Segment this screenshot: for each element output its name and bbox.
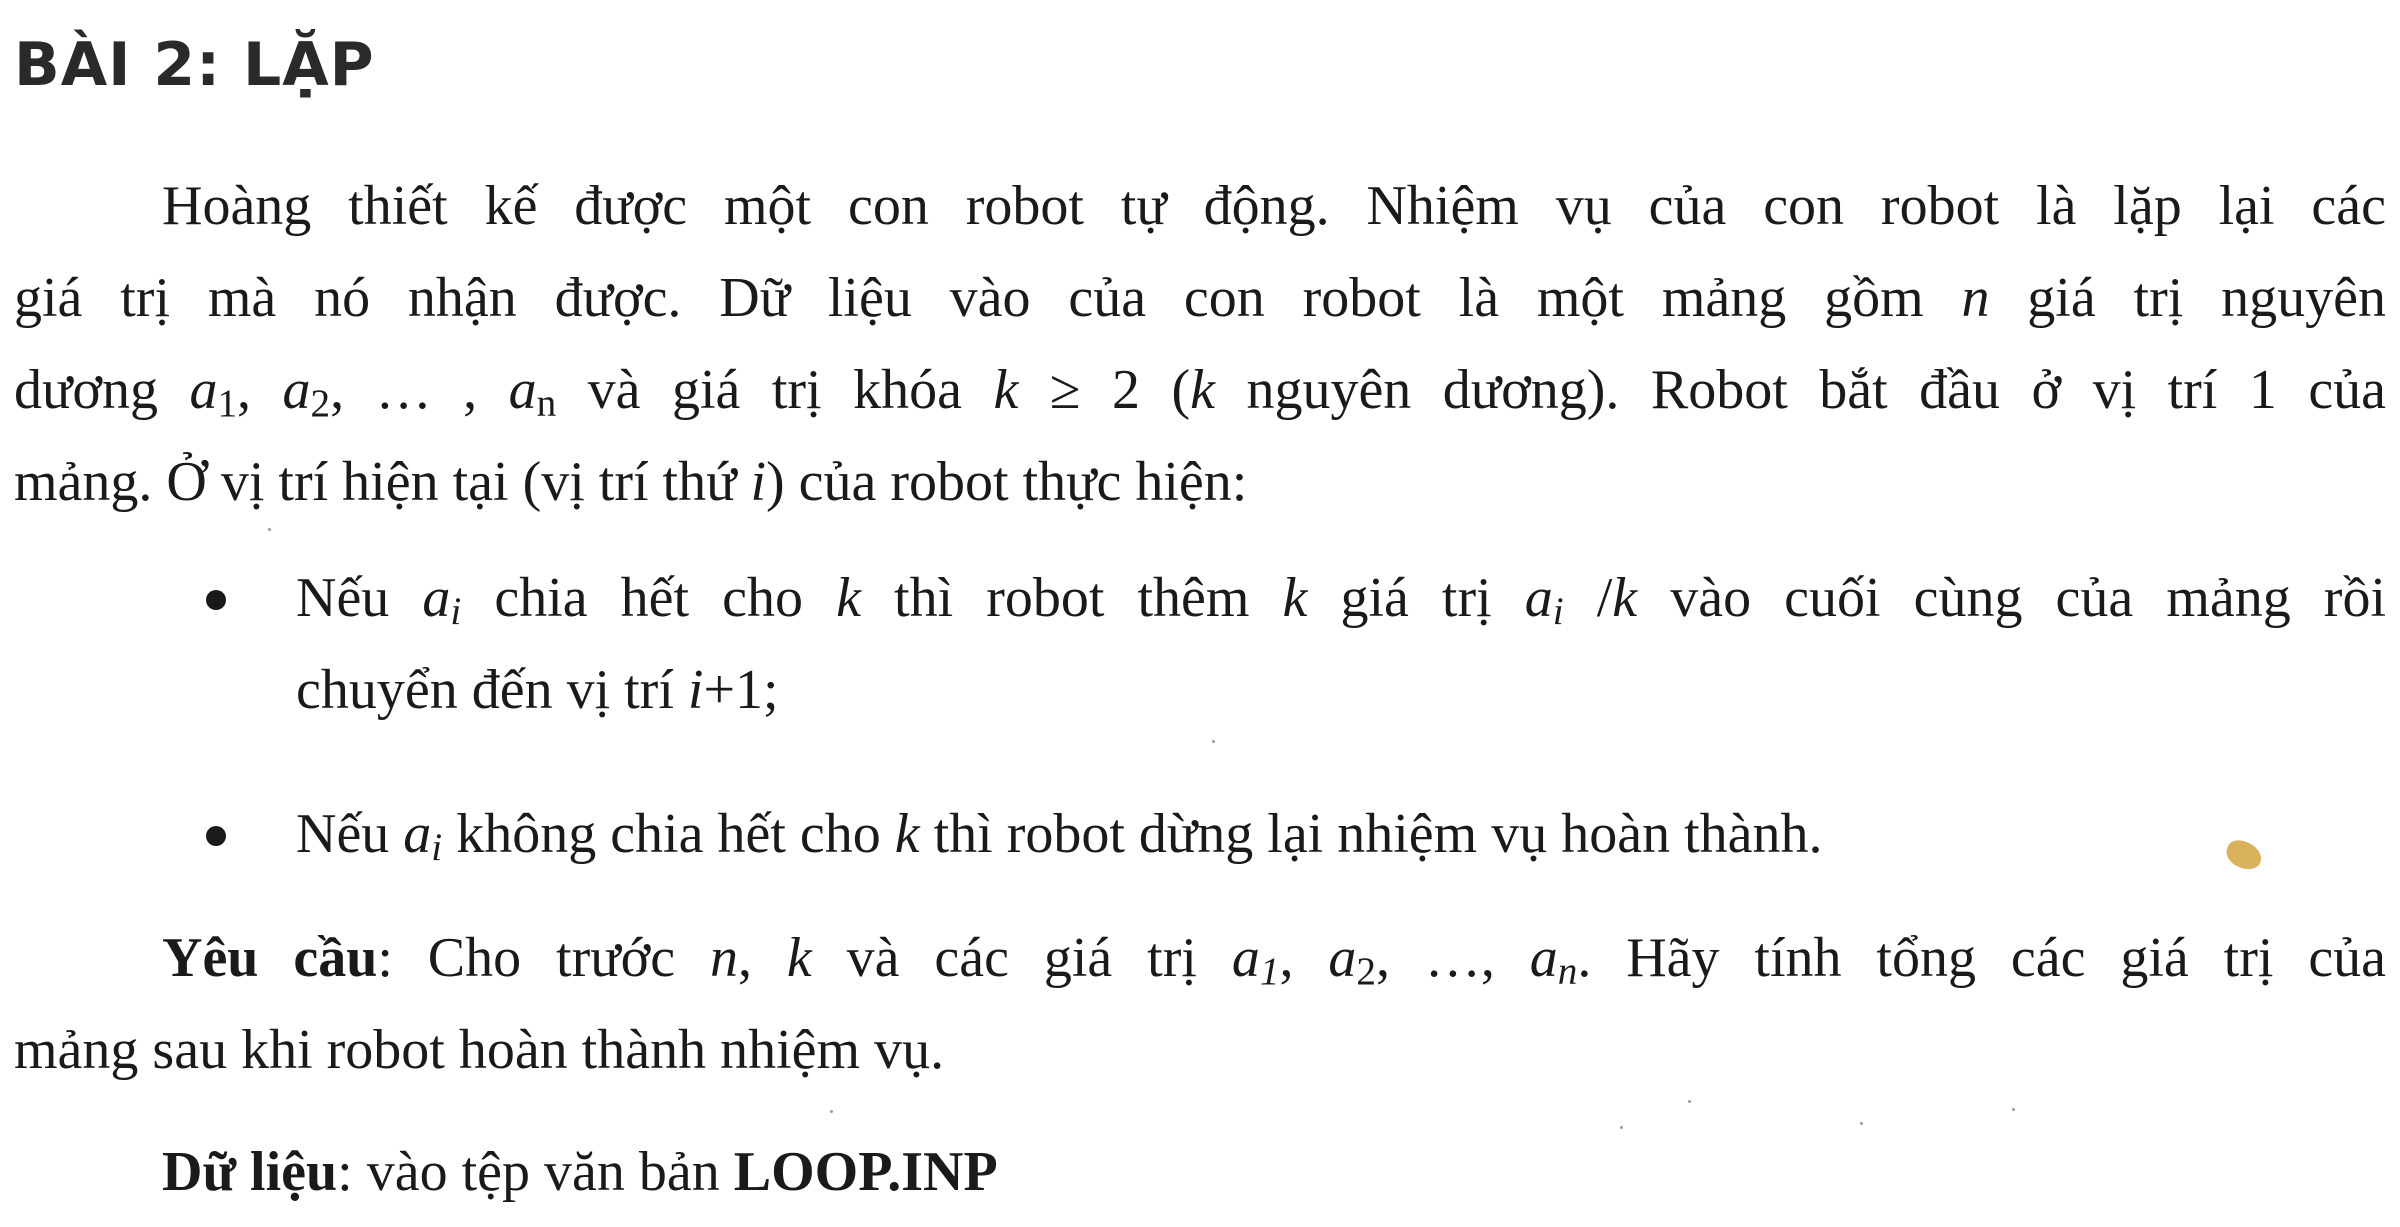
dust-speck	[268, 528, 271, 531]
input-filename: LOOP.INP	[733, 1141, 998, 1203]
requirement-line-1: Yêu cầu: Cho trước n, k và các giá trị $a_1$, $a_2$, …, $a_n$. Hãy tính tổng các giá trị của	[162, 927, 2387, 993]
rule-1-line-2: chuyển đến vị trí i+1;	[296, 659, 779, 721]
bullet-dot-icon	[206, 826, 226, 846]
rule-2-line-1: Nếu $a_i$ không chia hết cho k thì robot dừng lại nhiệm vụ hoàn thành.	[296, 803, 1823, 869]
intro-line-3: dương $a_1$, $a_2$, … , $a_n$ và giá trị khóa k ≥ 2 (k nguyên dương). Robot bắt đầu ở vị trí 1 của	[14, 359, 2387, 425]
dust-speck	[1688, 1100, 1691, 1103]
data-input-label: Dữ liệu	[162, 1141, 338, 1203]
problem-title: BÀI 2: LẶP	[14, 30, 375, 100]
dust-speck	[1212, 740, 1215, 743]
bullet-dot-icon	[206, 590, 226, 610]
intro-line-2: giá trị mà nó nhận được. Dữ liệu vào của con robot là một mảng gồm n giá trị nguyên	[14, 267, 2386, 329]
requirement-line-2: mảng sau khi robot hoàn thành nhiệm vụ.	[14, 1019, 945, 1081]
data-input-line: Dữ liệu: vào tệp văn bản LOOP.INP	[162, 1141, 998, 1203]
rule-item-divisible	[0, 552, 2386, 736]
dust-speck	[2012, 1108, 2015, 1111]
intro-line-4: mảng. Ở vị trí hiện tại (vị trí thứ i) của robot thực hiện:	[14, 451, 1248, 513]
dust-speck	[1860, 1122, 1863, 1125]
requirement-label: Yêu cầu	[162, 927, 378, 989]
rule-1-line-1: Nếu $a_i$ chia hết cho k thì robot thêm k giá trị $a_i$ /k vào cuối cùng của mảng rồi	[296, 567, 2387, 633]
dust-speck	[1620, 1126, 1623, 1129]
intro-line-1: Hoàng thiết kế được một con robot tự động. Nhiệm vụ của con robot là lặp lại các	[162, 175, 2386, 237]
data-input-paragraph	[14, 1126, 2386, 1218]
intro-paragraph	[14, 160, 2386, 528]
dust-speck	[830, 1110, 833, 1113]
rule-item-not-divisible	[0, 788, 2386, 880]
rules-list	[0, 552, 2400, 880]
requirement-paragraph	[14, 912, 2386, 1096]
